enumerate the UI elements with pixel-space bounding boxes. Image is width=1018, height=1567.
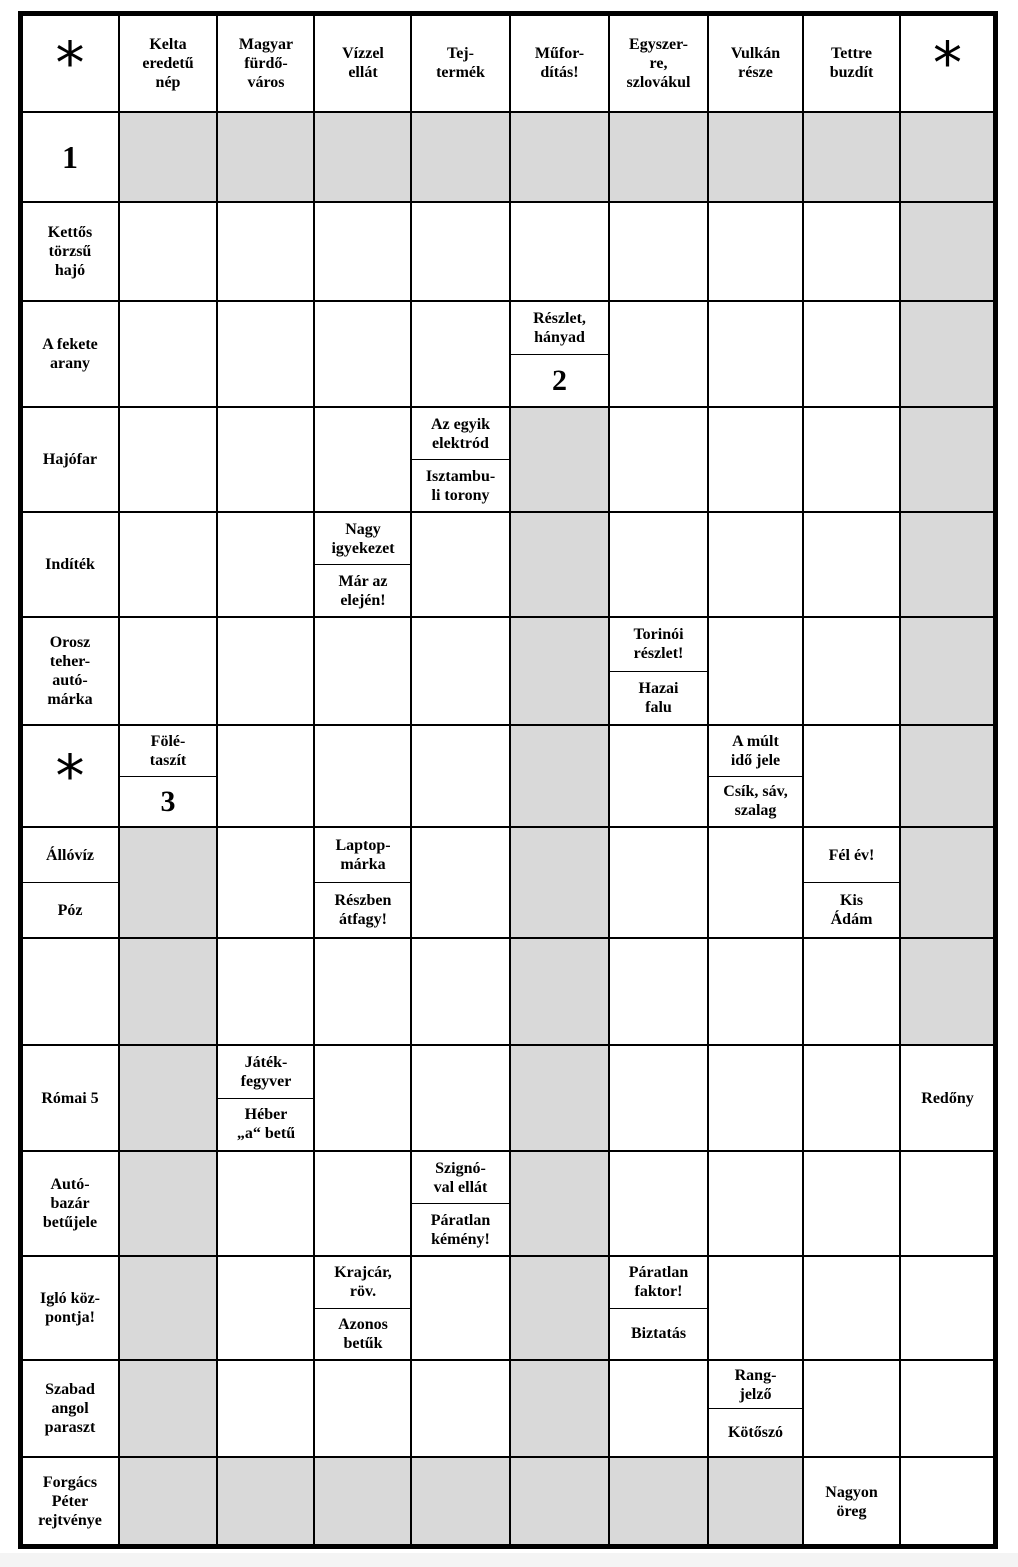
grid-cell[interactable] xyxy=(802,1044,901,1152)
clue-text: Fél év! xyxy=(804,828,899,883)
grid-cell xyxy=(509,111,610,203)
grid-cell xyxy=(509,1150,610,1257)
clue-text: Kis Ádám xyxy=(830,892,873,928)
grid-cell[interactable] xyxy=(608,201,709,302)
grid-cell xyxy=(118,937,218,1046)
clue-text: Kötőszó xyxy=(727,1424,784,1441)
grid-cell[interactable] xyxy=(608,1359,709,1458)
header-clue-kelta: Kelta eredetű nép xyxy=(118,13,218,113)
grid-cell xyxy=(899,616,996,726)
grid-cell[interactable] xyxy=(313,201,413,302)
grid-cell xyxy=(899,111,996,203)
header-corner-left-star: * xyxy=(20,13,120,113)
clue-text: Héber „a“ betű xyxy=(236,1106,296,1143)
row-label-iglo: Igló köz- pontja! xyxy=(20,1255,120,1361)
grid-cell[interactable] xyxy=(216,300,316,408)
clue-szigno xyxy=(410,1150,511,1257)
grid-cell xyxy=(899,201,996,302)
grid-cell[interactable] xyxy=(410,1044,511,1152)
grid-cell[interactable] xyxy=(118,201,218,302)
clue-text: Az egyik elektród xyxy=(412,408,509,460)
header-clue-magyar: Magyar fürdő- város xyxy=(216,13,316,113)
clue-krajcar xyxy=(313,1255,413,1361)
grid-cell[interactable] xyxy=(707,1255,804,1361)
grid-cell[interactable] xyxy=(313,300,413,408)
grid-cell[interactable] xyxy=(608,1044,709,1152)
grid-cell xyxy=(509,616,610,726)
row-label-hajofar: Hajófar xyxy=(20,406,120,513)
grid-cell[interactable] xyxy=(410,201,511,302)
grid-cell[interactable] xyxy=(802,937,901,1046)
grid-cell[interactable] xyxy=(410,826,511,939)
grid-cell xyxy=(802,111,901,203)
grid-cell xyxy=(118,826,218,939)
grid-cell xyxy=(899,511,996,618)
grid-cell[interactable] xyxy=(118,511,218,618)
grid-cell xyxy=(216,1456,316,1547)
grid-cell[interactable] xyxy=(410,1359,511,1458)
grid-cell[interactable] xyxy=(608,511,709,618)
grid-cell xyxy=(118,1359,218,1458)
grid-cell xyxy=(899,937,996,1046)
clue-mult-ido xyxy=(707,724,804,828)
row-label-fekete-arany: A fekete arany xyxy=(20,300,120,408)
header-clue-mufor: Műfor- dítás! xyxy=(509,13,610,113)
grid-cell xyxy=(899,826,996,939)
grid-cell xyxy=(410,1456,511,1547)
grid-cell[interactable] xyxy=(216,937,316,1046)
bottom-margin xyxy=(0,1553,1018,1567)
clue-text: Rang- jelző xyxy=(709,1361,802,1409)
grid-cell[interactable] xyxy=(802,724,901,828)
grid-cell[interactable] xyxy=(802,1150,901,1257)
grid-cell[interactable] xyxy=(313,1150,413,1257)
grid-cell[interactable] xyxy=(802,201,901,302)
grid-cell[interactable] xyxy=(313,406,413,513)
clue-text: Hazai falu xyxy=(638,679,679,716)
grid-cell xyxy=(216,111,316,203)
clue-text: Csík, sáv, szalag xyxy=(723,783,788,820)
row-label-orosz: Orosz teher- autó- márka xyxy=(20,616,120,726)
grid-cell[interactable] xyxy=(509,201,610,302)
row-label-kettos: Kettős törzsű hajó xyxy=(20,201,120,302)
grid-cell[interactable] xyxy=(313,1359,413,1458)
grid-cell[interactable] xyxy=(216,511,316,618)
clue-text: Biztatás xyxy=(630,1325,687,1343)
grid-cell[interactable] xyxy=(899,1456,996,1547)
grid-cell[interactable] xyxy=(707,300,804,408)
row-label-forgacs: Forgács Péter rejtvénye xyxy=(20,1456,120,1547)
grid-cell[interactable] xyxy=(410,300,511,408)
clue-text: Nagy igyekezet xyxy=(315,513,411,565)
grid-cell[interactable] xyxy=(707,616,804,726)
clue-text: Páratlan kémény! xyxy=(430,1211,491,1248)
clue-text: Torinói részlet! xyxy=(610,618,707,672)
grid-cell[interactable] xyxy=(313,937,413,1046)
grid-cell xyxy=(899,300,996,408)
grid-cell xyxy=(410,111,511,203)
grid-cell xyxy=(118,1044,218,1152)
grid-cell xyxy=(509,1359,610,1458)
grid-cell[interactable] xyxy=(707,511,804,618)
grid-cell xyxy=(313,111,413,203)
grid-cell xyxy=(509,937,610,1046)
grid-cell[interactable] xyxy=(410,937,511,1046)
grid-cell[interactable] xyxy=(608,1150,709,1257)
grid-cell[interactable] xyxy=(118,616,218,726)
clue-text: Fölé- taszít xyxy=(120,726,216,777)
clue-text: Részlet, hányad xyxy=(511,302,608,355)
clue-text: Isztambu- li torony xyxy=(425,467,496,504)
grid-cell[interactable] xyxy=(313,616,413,726)
clue-text: Krajcár, röv. xyxy=(315,1257,411,1309)
row-label-szabad: Szabad angol paraszt xyxy=(20,1359,120,1458)
clue-text: Laptop- márka xyxy=(315,828,411,883)
clue-reszlet-hanyad xyxy=(509,300,610,408)
header-clue-tej: Tej- termék xyxy=(410,13,511,113)
grid-cell[interactable] xyxy=(608,300,709,408)
grid-cell xyxy=(509,1044,610,1152)
grid-cell xyxy=(707,111,804,203)
grid-cell[interactable] xyxy=(707,1150,804,1257)
grid-cell xyxy=(509,826,610,939)
clue-redony: Redőny xyxy=(899,1044,996,1152)
grid-cell[interactable] xyxy=(899,1255,996,1361)
grid-cell[interactable] xyxy=(313,1044,413,1152)
grid-cell[interactable] xyxy=(707,826,804,939)
grid-cell xyxy=(509,406,610,513)
grid-cell[interactable] xyxy=(313,724,413,828)
grid-cell xyxy=(313,1456,413,1547)
grid-cell[interactable] xyxy=(216,616,316,726)
grid-cell[interactable] xyxy=(216,201,316,302)
clue-text: Már az elején! xyxy=(338,572,388,609)
grid-cell[interactable] xyxy=(216,724,316,828)
grid-cell[interactable] xyxy=(410,511,511,618)
grid-cell[interactable] xyxy=(216,1359,316,1458)
grid-cell xyxy=(608,111,709,203)
clue-number-3: 3 xyxy=(160,784,176,818)
grid-cell xyxy=(509,1456,610,1547)
grid-cell[interactable] xyxy=(707,937,804,1046)
clue-text: Részben átfagy! xyxy=(334,892,392,928)
grid-cell xyxy=(899,724,996,828)
grid-cell[interactable] xyxy=(707,406,804,513)
header-corner-right-star: * xyxy=(899,13,996,113)
grid-cell[interactable] xyxy=(410,724,511,828)
clue-torinoi xyxy=(608,616,709,726)
clue-text: A múlt idő jele xyxy=(709,726,802,777)
grid-cell[interactable] xyxy=(802,1255,901,1361)
clue-text: Azonos betűk xyxy=(338,1315,388,1352)
grid-cell xyxy=(509,511,610,618)
clue-nagy-igyekezet xyxy=(313,511,413,618)
header-clue-tettre: Tettre buzdít xyxy=(802,13,901,113)
grid-cell xyxy=(707,1456,804,1547)
grid-cell[interactable] xyxy=(707,1044,804,1152)
header-clue-egyszer: Egyszer- re, szlovákul xyxy=(608,13,709,113)
grid-cell[interactable] xyxy=(802,511,901,618)
row-label-autobazar: Autó- bazár betűjele xyxy=(20,1150,120,1257)
grid-cell[interactable] xyxy=(216,1255,316,1361)
grid-cell[interactable] xyxy=(410,1255,511,1361)
grid-cell[interactable] xyxy=(802,406,901,513)
grid-cell[interactable] xyxy=(608,724,709,828)
grid-cell[interactable] xyxy=(899,1150,996,1257)
header-clue-vulkan: Vulkán része xyxy=(707,13,804,113)
header-clue-vizzel: Vízzel ellát xyxy=(313,13,413,113)
clue-jatekfegyver xyxy=(216,1044,316,1152)
clue-text: Páratlan faktor! xyxy=(610,1257,707,1309)
clue-fel-ev xyxy=(802,826,901,939)
grid-cell[interactable] xyxy=(608,826,709,939)
grid-cell[interactable] xyxy=(118,406,218,513)
grid-cell[interactable] xyxy=(802,1359,901,1458)
row-label-star: * xyxy=(20,724,120,828)
grid-cell[interactable] xyxy=(216,826,316,939)
clue-nagyon-oreg: Nagyon öreg xyxy=(802,1456,901,1547)
grid-cell xyxy=(608,1456,709,1547)
clue-number-2: 2 xyxy=(552,363,567,397)
grid-cell[interactable] xyxy=(608,937,709,1046)
grid-cell[interactable] xyxy=(802,300,901,408)
clue-laptop xyxy=(313,826,413,939)
grid-cell[interactable] xyxy=(20,937,120,1046)
grid-cell xyxy=(118,1255,218,1361)
grid-cell[interactable] xyxy=(216,1150,316,1257)
grid-cell xyxy=(118,1150,218,1257)
clue-egyik-elektrod xyxy=(410,406,511,513)
grid-cell[interactable] xyxy=(216,406,316,513)
grid-cell[interactable] xyxy=(608,406,709,513)
grid-cell[interactable] xyxy=(707,201,804,302)
grid-cell[interactable] xyxy=(899,1359,996,1458)
row-label-poz: Póz xyxy=(57,901,83,919)
clue-text: Szignó- val ellát xyxy=(412,1152,509,1204)
row-label-romai-5: Római 5 xyxy=(20,1044,120,1152)
grid-cell[interactable] xyxy=(802,616,901,726)
grid-cell xyxy=(118,1456,218,1547)
row-label-1: 1 xyxy=(20,111,120,203)
clue-rangjelzo xyxy=(707,1359,804,1458)
grid-cell[interactable] xyxy=(118,300,218,408)
clue-text: Játék- fegyver xyxy=(218,1046,314,1099)
grid-cell xyxy=(509,724,610,828)
row-label-allovz: Állóvíz xyxy=(22,828,118,883)
clue-foletaszit xyxy=(118,724,218,828)
grid-cell xyxy=(899,406,996,513)
grid-cell xyxy=(118,111,218,203)
grid-cell xyxy=(509,1255,610,1361)
grid-cell[interactable] xyxy=(410,616,511,726)
clue-paratlan-faktor xyxy=(608,1255,709,1361)
row-label-allovz-poz xyxy=(20,826,120,939)
row-label-inditek: Indíték xyxy=(20,511,120,618)
